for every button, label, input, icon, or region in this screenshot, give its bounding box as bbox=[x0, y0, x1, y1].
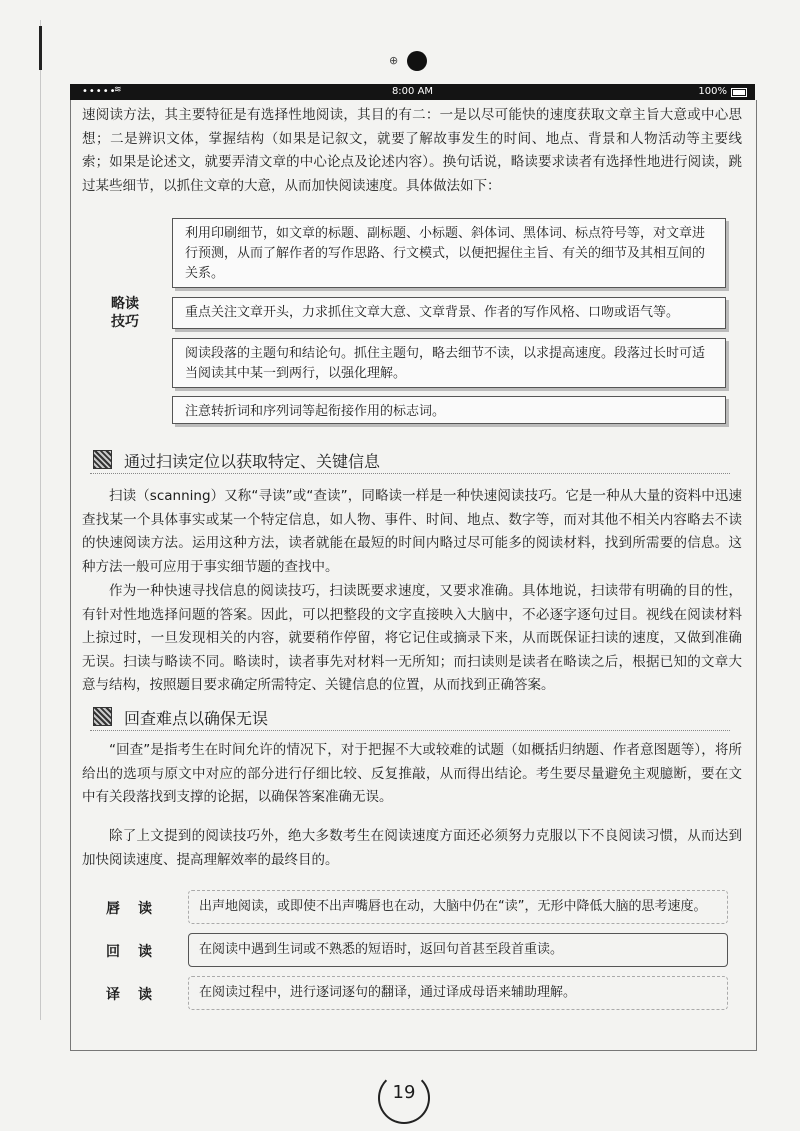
battery-percent: 100% bbox=[698, 86, 727, 97]
skimming-tip-1: 利用印刷细节，如文章的标题、副标题、小标题、斜体词、黑体词、标点符号等，对文章进行预测，从而了解作者的写作思路、行文模式，以便把握住主旨、有关的细节及其相互间的关系。 bbox=[172, 218, 726, 288]
bad-habit-translation bbox=[88, 976, 738, 1010]
habit-description: 在阅读过程中，进行逐词逐句的翻译，通过译成母语来辅助理解。 bbox=[188, 976, 728, 1010]
review-section-heading bbox=[90, 704, 730, 731]
review-heading-text: 回查难点以确保无误 bbox=[124, 709, 269, 728]
scanning-paragraph-2: 作为一种快速寻找信息的阅读技巧，扫读既要求速度，又要求准确。具体地说，扫读带有明确的目的性，有针对性地选择问题的答案。因此，可以把整段的文字直接映入大脑中，不必逐字逐句过目。视线在阅读材料上掠过时，一旦发现相关的内容，就要稍作停留，将它记住或摘录下来，从而既保证扫读的速度，又做到准确无误。扫读与略读不同。略读时，读者事先对材料一无所知；而扫读则是读者在略读之后，根据已知的文章大意与结构，按照题目要求确定所需特定、关键信息的位置，从而找到正确答案。 bbox=[82, 583, 742, 694]
review-paragraph-2: 除了上文提到的阅读技巧外，绝大多数考生在阅读速度方面还必须努力克服以下不良阅读习惯，从而达到加快阅读速度、提高理解效率的最终目的。 bbox=[82, 828, 742, 868]
page-number-text: 19 bbox=[392, 1082, 416, 1103]
review-paragraph-1: “回查”是指考生在时间允许的情况下，对于把握不大或较难的试题（如概括归纳题、作者意图题等），将所给出的选项与原文中对应的部分进行仔细比较、反复推敲，从而得出结论。考生要尽量避免主观臆断，要在文中有关段落找到支撑的论据，以确保答案准确无误。 bbox=[82, 742, 742, 806]
binding-mark bbox=[39, 26, 42, 70]
intro-paragraph: 速阅读方法，其主要特征是有选择性地阅读，其目的有二：一是以尽可能快的速度获取文章主旨大意或中心思想；二是辨识文体，掌握结构（如果是记叙文，就要了解故事发生的时间、地点、背景和人物活动等主要线索；如果是论述文，就要弄清文章的中心论点及论述内容）。换句话说，略读要求读者有选择性地进行阅读，跳过某些细节，以抓住文章的大意，从而加快阅读速度。具体做法如下： bbox=[82, 107, 742, 194]
crosshair-icon: ⊕ bbox=[389, 54, 399, 67]
section-heading-icon bbox=[93, 707, 112, 726]
skimming-tips-label bbox=[100, 295, 150, 331]
section-heading-icon bbox=[93, 450, 112, 469]
bad-habit-regression bbox=[88, 933, 738, 967]
status-bar bbox=[70, 84, 755, 100]
signal-strength: ••••• bbox=[82, 86, 117, 97]
skimming-tips-label-line2: 技巧 bbox=[111, 314, 139, 330]
battery-icon bbox=[731, 88, 747, 97]
habit-label: 回读 bbox=[106, 944, 170, 960]
wifi-icon: ≋ bbox=[114, 85, 122, 95]
bad-habit-lip-reading bbox=[88, 890, 738, 924]
skimming-tips-label-line1: 略读 bbox=[111, 296, 139, 312]
skimming-tip-2: 重点关注文章开头，力求抓住文章大意、文章背景、作者的写作风格、口吻或语气等。 bbox=[172, 297, 726, 329]
status-time: 8:00 AM bbox=[391, 86, 434, 97]
binding-line bbox=[40, 20, 41, 1020]
habit-label: 唇读 bbox=[106, 901, 170, 917]
scanning-heading-text: 通过扫读定位以获取特定、关键信息 bbox=[124, 452, 381, 471]
habit-description: 出声地阅读，或即使不出声嘴唇也在动，大脑中仍在“读”，无形中降低大脑的思考速度。 bbox=[188, 890, 728, 924]
scanning-section-heading bbox=[90, 447, 730, 474]
scanning-paragraph-1: 扫读（scanning）又称“寻读”或“查读”，同略读一样是一种快速阅读技巧。它是一种从大量的资料中迅速查找某一个具体事实或某一个特定信息，如人物、事件、时间、地点、数字等，而对其他不相关内容略去不读的快速阅读方法。运用这种方法，读者就能在最短的时间内略过尽可能多的阅读材料，找到所需要的信息。这种方法一般可应用于事实细节题的查找中。 bbox=[82, 488, 742, 575]
habit-label: 译读 bbox=[106, 987, 170, 1003]
registration-dot bbox=[407, 51, 427, 71]
page-number bbox=[378, 1072, 430, 1124]
skimming-tip-4: 注意转折词和序列词等起衔接作用的标志词。 bbox=[172, 396, 726, 424]
skimming-tip-3: 阅读段落的主题句和结论句。抓住主题句，略去细节不读，以求提高速度。段落过长时可适当阅读其中某一到两行，以强化理解。 bbox=[172, 338, 726, 388]
habit-description: 在阅读中遇到生词或不熟悉的短语时，返回句首甚至段首重读。 bbox=[188, 933, 728, 967]
